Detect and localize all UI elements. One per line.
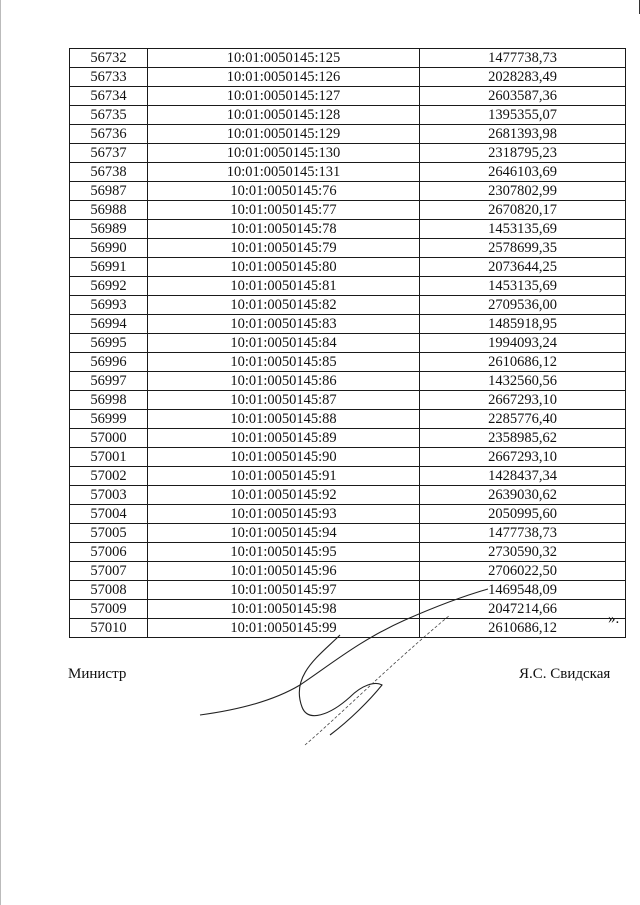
cadastral-number-cell: 10:01:0050145:76 bbox=[148, 182, 420, 201]
cadastral-value-cell: 1395355,07 bbox=[420, 106, 626, 125]
cadastral-value-cell: 1453135,69 bbox=[420, 220, 626, 239]
cadastral-number-cell: 10:01:0050145:99 bbox=[148, 619, 420, 638]
cadastral-value-cell: 2706022,50 bbox=[420, 562, 626, 581]
cadastral-number-cell: 10:01:0050145:94 bbox=[148, 524, 420, 543]
row-number-cell: 56988 bbox=[70, 201, 148, 220]
row-number-cell: 57004 bbox=[70, 505, 148, 524]
table-row bbox=[70, 258, 626, 277]
row-number-cell: 57006 bbox=[70, 543, 148, 562]
cadastral-number-cell: 10:01:0050145:86 bbox=[148, 372, 420, 391]
table-row bbox=[70, 296, 626, 315]
table-row bbox=[70, 277, 626, 296]
closing-quote: ». bbox=[608, 611, 620, 627]
table-row bbox=[70, 391, 626, 410]
table-row bbox=[70, 220, 626, 239]
row-number-cell: 56735 bbox=[70, 106, 148, 125]
cadastral-value-cell: 2603587,36 bbox=[420, 87, 626, 106]
cadastral-number-cell: 10:01:0050145:91 bbox=[148, 467, 420, 486]
cadastral-number-cell: 10:01:0050145:77 bbox=[148, 201, 420, 220]
cadastral-value-cell: 2610686,12 bbox=[420, 619, 626, 638]
row-number-cell: 57009 bbox=[70, 600, 148, 619]
cadastral-number-cell: 10:01:0050145:80 bbox=[148, 258, 420, 277]
table-row bbox=[70, 562, 626, 581]
signatory-name: Я.С. Свидская bbox=[519, 666, 611, 682]
cadastral-number-cell: 10:01:0050145:83 bbox=[148, 315, 420, 334]
row-number-cell: 56734 bbox=[70, 87, 148, 106]
row-number-cell: 56733 bbox=[70, 68, 148, 87]
row-number-cell: 56737 bbox=[70, 144, 148, 163]
cadastral-value-cell: 2050995,60 bbox=[420, 505, 626, 524]
row-number-cell: 56997 bbox=[70, 372, 148, 391]
table-row bbox=[70, 106, 626, 125]
cadastral-value-cell: 2578699,35 bbox=[420, 239, 626, 258]
table-row bbox=[70, 467, 626, 486]
row-number-cell: 56991 bbox=[70, 258, 148, 277]
cadastral-value-cell: 2610686,12 bbox=[420, 353, 626, 372]
row-number-cell: 57002 bbox=[70, 467, 148, 486]
cadastral-value-cell: 2028283,49 bbox=[420, 68, 626, 87]
cadastral-value-cell: 2047214,66 bbox=[420, 600, 626, 619]
row-number-cell: 56996 bbox=[70, 353, 148, 372]
cadastral-value-cell: 2318795,23 bbox=[420, 144, 626, 163]
row-number-cell: 56994 bbox=[70, 315, 148, 334]
row-number-cell: 56993 bbox=[70, 296, 148, 315]
table-row bbox=[70, 524, 626, 543]
cadastral-number-cell: 10:01:0050145:93 bbox=[148, 505, 420, 524]
cadastral-value-cell: 1469548,09 bbox=[420, 581, 626, 600]
table-row bbox=[70, 49, 626, 68]
cadastral-value-cell: 2073644,25 bbox=[420, 258, 626, 277]
table-row bbox=[70, 372, 626, 391]
cadastral-number-cell: 10:01:0050145:88 bbox=[148, 410, 420, 429]
cadastral-value-cell: 2667293,10 bbox=[420, 391, 626, 410]
table-row bbox=[70, 68, 626, 87]
cadastral-value-cell: 2285776,40 bbox=[420, 410, 626, 429]
cadastral-value-cell: 2358985,62 bbox=[420, 429, 626, 448]
row-number-cell: 56999 bbox=[70, 410, 148, 429]
table-row bbox=[70, 201, 626, 220]
cadastral-number-cell: 10:01:0050145:87 bbox=[148, 391, 420, 410]
cadastral-number-cell: 10:01:0050145:90 bbox=[148, 448, 420, 467]
row-number-cell: 56732 bbox=[70, 49, 148, 68]
cadastral-number-cell: 10:01:0050145:130 bbox=[148, 144, 420, 163]
row-number-cell: 57003 bbox=[70, 486, 148, 505]
table-body bbox=[70, 49, 626, 638]
row-number-cell: 57000 bbox=[70, 429, 148, 448]
row-number-cell: 56998 bbox=[70, 391, 148, 410]
cadastral-value-cell: 2730590,32 bbox=[420, 543, 626, 562]
row-number-cell: 56987 bbox=[70, 182, 148, 201]
row-number-cell: 57005 bbox=[70, 524, 148, 543]
cadastral-value-cell: 1432560,56 bbox=[420, 372, 626, 391]
cadastral-value-cell: 1428437,34 bbox=[420, 467, 626, 486]
cadastral-value-cell: 1477738,73 bbox=[420, 524, 626, 543]
table-row bbox=[70, 182, 626, 201]
table-row bbox=[70, 448, 626, 467]
row-number-cell: 56989 bbox=[70, 220, 148, 239]
page-left-edge bbox=[0, 0, 1, 905]
cadastral-number-cell: 10:01:0050145:128 bbox=[148, 106, 420, 125]
table-row bbox=[70, 239, 626, 258]
cadastral-number-cell: 10:01:0050145:98 bbox=[148, 600, 420, 619]
row-number-cell: 56992 bbox=[70, 277, 148, 296]
row-number-cell: 57008 bbox=[70, 581, 148, 600]
cadastral-number-cell: 10:01:0050145:96 bbox=[148, 562, 420, 581]
cadastral-value-cell: 1477738,73 bbox=[420, 49, 626, 68]
cadastral-number-cell: 10:01:0050145:125 bbox=[148, 49, 420, 68]
cadastral-value-cell: 1994093,24 bbox=[420, 334, 626, 353]
cadastral-number-cell: 10:01:0050145:78 bbox=[148, 220, 420, 239]
cadastral-number-cell: 10:01:0050145:131 bbox=[148, 163, 420, 182]
cadastral-value-cell: 2646103,69 bbox=[420, 163, 626, 182]
table-row bbox=[70, 125, 626, 144]
cadastral-value-cell: 2639030,62 bbox=[420, 486, 626, 505]
cadastral-number-cell: 10:01:0050145:95 bbox=[148, 543, 420, 562]
row-number-cell: 57007 bbox=[70, 562, 148, 581]
cadastral-number-cell: 10:01:0050145:82 bbox=[148, 296, 420, 315]
cadastral-value-cell: 2307802,99 bbox=[420, 182, 626, 201]
signatory-role: Министр bbox=[68, 666, 127, 682]
cadastral-number-cell: 10:01:0050145:89 bbox=[148, 429, 420, 448]
handwritten-signature bbox=[190, 585, 490, 755]
table-row bbox=[70, 429, 626, 448]
table-row bbox=[70, 505, 626, 524]
cadastral-number-cell: 10:01:0050145:92 bbox=[148, 486, 420, 505]
row-number-cell: 56995 bbox=[70, 334, 148, 353]
table-row bbox=[70, 315, 626, 334]
cadastral-value-cell: 2709536,00 bbox=[420, 296, 626, 315]
table-row bbox=[70, 486, 626, 505]
table-row bbox=[70, 410, 626, 429]
cadastral-value-cell: 1453135,69 bbox=[420, 277, 626, 296]
row-number-cell: 56736 bbox=[70, 125, 148, 144]
table-row bbox=[70, 144, 626, 163]
cadastral-number-cell: 10:01:0050145:127 bbox=[148, 87, 420, 106]
row-number-cell: 57010 bbox=[70, 619, 148, 638]
cadastral-value-cell: 2667293,10 bbox=[420, 448, 626, 467]
table-row bbox=[70, 163, 626, 182]
row-number-cell: 57001 bbox=[70, 448, 148, 467]
cadastral-number-cell: 10:01:0050145:81 bbox=[148, 277, 420, 296]
cadastral-number-cell: 10:01:0050145:129 bbox=[148, 125, 420, 144]
cadastral-value-table bbox=[69, 48, 626, 638]
table-row bbox=[70, 353, 626, 372]
cadastral-number-cell: 10:01:0050145:126 bbox=[148, 68, 420, 87]
row-number-cell: 56990 bbox=[70, 239, 148, 258]
cadastral-value-cell: 1485918,95 bbox=[420, 315, 626, 334]
cadastral-number-cell: 10:01:0050145:85 bbox=[148, 353, 420, 372]
row-number-cell: 56738 bbox=[70, 163, 148, 182]
table-row bbox=[70, 543, 626, 562]
cadastral-number-cell: 10:01:0050145:84 bbox=[148, 334, 420, 353]
cadastral-number-cell: 10:01:0050145:97 bbox=[148, 581, 420, 600]
table-row bbox=[70, 334, 626, 353]
cadastral-value-cell: 2670820,17 bbox=[420, 201, 626, 220]
cadastral-number-cell: 10:01:0050145:79 bbox=[148, 239, 420, 258]
table-row bbox=[70, 87, 626, 106]
cadastral-value-cell: 2681393,98 bbox=[420, 125, 626, 144]
